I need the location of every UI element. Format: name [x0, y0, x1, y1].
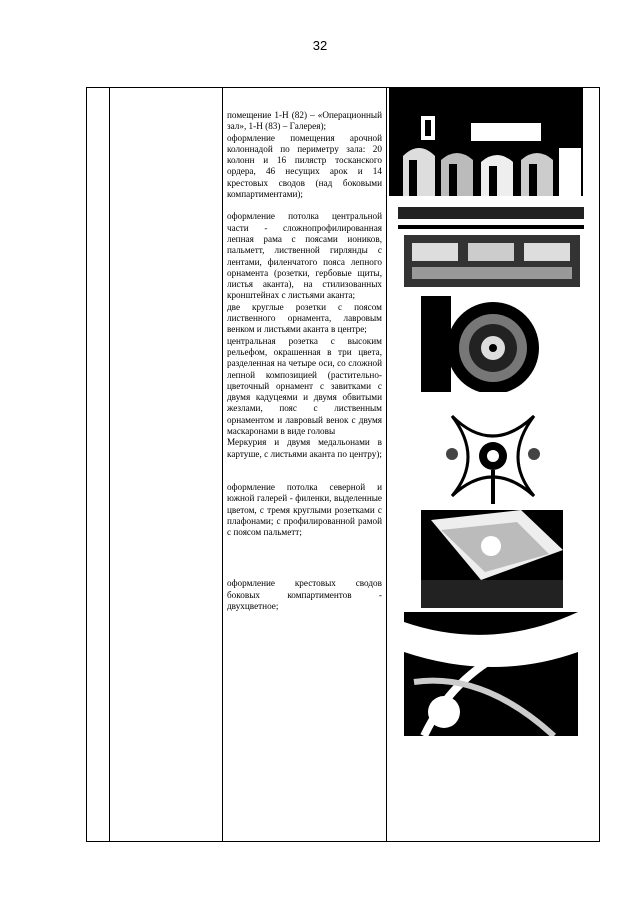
column-divider	[222, 88, 223, 841]
description-column	[227, 110, 382, 612]
colonnade-photo	[389, 88, 583, 196]
gallery-ceiling-photo	[421, 510, 563, 608]
round-rosette-photo	[421, 296, 563, 392]
paragraph-mercury: Меркурия и двумя медальонами в картуше, с листьями аканта по центру);	[227, 437, 382, 459]
paragraph-round-rosettes: две круглые розетки с поясом лиственного орнамента, лавровым венком и листьями аканта в центре;	[227, 301, 382, 335]
paragraph-colonnade: оформление помещения арочной колоннадой по периметру зала: 20 колонн и 16 пилястр тосканского ордера, 46 несущих арок и 14 крестовых сводов (над боковыми компартиментами);	[227, 132, 382, 200]
paragraph-central-ceiling: оформление потолка центральной части - сложнопрофилированная лепная рама с поясами иоников, пальметт, лиственной гирлянды с лентами, филенчатого пояса лепного орнамента (розетки, гербовые щиты, листья аканта), на стилизованных кронштейнах с листьями аканта;	[227, 211, 382, 301]
paragraph-galleries-ceiling: оформление потолка северной и южной галерей - филенки, выделенные цветом, с тремя круглыми розетками с плафонами; с профилированной рамой с поясом пальметт;	[227, 481, 382, 538]
cross-vault-photo	[404, 612, 578, 736]
ceiling-frame-photo	[398, 201, 584, 293]
column-divider	[109, 88, 110, 841]
paragraph-cross-vaults: оформление крестовых сводов боковых компартиментов - двухцветное;	[227, 578, 382, 611]
column-divider	[386, 88, 387, 841]
page-number: 32	[312, 38, 328, 53]
paragraph-premises: помещение 1-Н (82) – «Операционный зал», 1-Н (83) – Галерея);	[227, 110, 382, 132]
central-rosette-photo	[422, 396, 564, 506]
paragraph-central-rosette: центральная розетка с высоким рельефом, окрашенная в три цвета, разделенная на четыре оси, со сложной лепной композицией (растительно-цветочный орнамент с завитками с двумя кадуцеями и двумя обвитыми жезлами, пояс с лиственным орнаментом и лавровый венок с двумя маскаронами в виде головы	[227, 335, 382, 437]
